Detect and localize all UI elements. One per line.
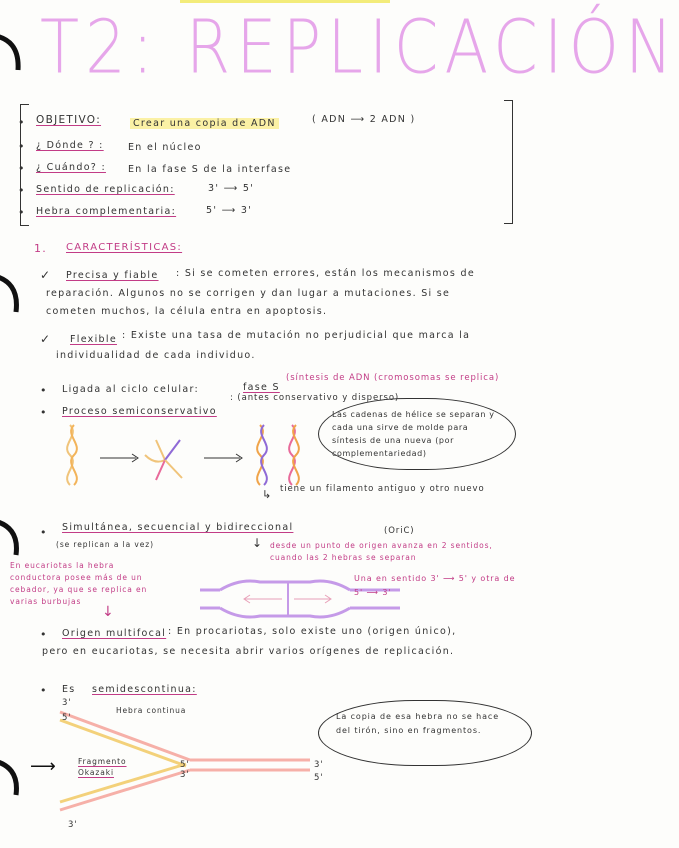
ligada-fase: fase S — [243, 382, 280, 393]
bubble-text: Las cadenas de hélice se separan y cada una sirve de molde para síntesis de una nueva (por complementariedad) — [332, 410, 495, 458]
bullet: • — [40, 684, 47, 697]
sentido-value: 3' ⟶ 5' — [208, 183, 255, 194]
precisa-line1: : Si se cometen errores, están los mecanismos de — [176, 268, 475, 279]
cuando-label: ¿ Cuándo? : — [36, 162, 106, 173]
bullet: • — [18, 116, 25, 129]
proceso-note: : (antes conservativo y disperso) — [230, 393, 400, 403]
ligada-text: Ligada al ciclo celular: — [62, 384, 200, 395]
objetivo-formula: ( ADN ⟶ 2 ADN ) — [312, 114, 416, 125]
precisa-line2: reparación. Algunos no se corrigen y dan lugar a mutaciones. Si se — [46, 288, 451, 299]
prime-label: 5' — [180, 760, 190, 770]
section-number: 1. — [34, 242, 48, 255]
prime-label: 3' — [180, 770, 190, 780]
bullet: • — [40, 406, 47, 419]
header-bracket-right — [504, 100, 513, 224]
fragmento-label: Fragmento Okazaki — [78, 757, 127, 777]
precisa-line3: cometen muchos, la célula entra en apoptosis. — [46, 306, 328, 317]
flexible-line1: : Existe una tasa de mutación no perjudicial que marca la — [122, 330, 471, 341]
objetivo-value: Crear una copia de ADN — [130, 118, 279, 129]
bullet: • — [40, 526, 47, 539]
origen-line2: pero en eucariotas, se necesita abrir varios orígenes de replicación. — [42, 646, 455, 657]
semidiscontinua-label: semidescontinua: — [92, 684, 197, 695]
title-highlight — [180, 0, 390, 3]
hebra-label: Hebra complementaria: — [36, 206, 177, 217]
bullet: • — [40, 628, 47, 641]
donde-label: ¿ Dónde ? : — [36, 140, 104, 151]
tiene-text: tiene un filamento antiguo y otro nuevo — [280, 484, 485, 494]
sentido-note: Una en sentido 3' ⟶ 5' y otra de 5' ⟶ 3' — [354, 574, 516, 597]
se-replican-note: (se replican a la vez) — [56, 540, 154, 549]
bubble2-text: La copia de esa hebra no se hace del tirón, sino en fragmentos. — [336, 712, 500, 735]
ligada-note: (síntesis de ADN (cromosomas se replica) — [286, 373, 500, 383]
simultanea-label: Simultánea, secuencial y bidireccional — [62, 522, 294, 533]
prime-label: 5' — [62, 713, 72, 723]
bullet: • — [18, 206, 25, 219]
oric-label: (OriC) — [384, 526, 415, 536]
es-label: Es — [62, 684, 76, 695]
prime-label: 3' — [68, 820, 78, 830]
eucariotas-note: En eucariotas la hebra conductora posee más de un cebador, ya que se replica en varias burbujas — [10, 561, 148, 606]
down-arrow-icon: ↓ — [102, 604, 114, 620]
section-heading: CARACTERÍSTICAS: — [66, 242, 183, 253]
prime-label: 3' — [314, 760, 324, 770]
page-title: T2: REPLICACIÓN — [40, 6, 679, 92]
hebra-value: 5' ⟶ 3' — [206, 205, 253, 216]
arrow-icon: ↳ — [262, 488, 273, 501]
sentido-label: Sentido de replicación: — [36, 184, 175, 195]
precisa-label: Precisa y fiable — [66, 270, 159, 281]
objetivo-label: OBJETIVO: — [36, 114, 102, 126]
origen-label: Origen multifocal — [62, 628, 167, 639]
prime-label: 5' — [314, 773, 324, 783]
bullet: • — [18, 162, 25, 175]
cuando-value: En la fase S de la interfase — [128, 164, 292, 175]
bullet: • — [18, 140, 25, 153]
origen-line1: : En procariotas, solo existe uno (origen único), — [168, 626, 457, 637]
hebra-continua-label: Hebra continua — [116, 706, 187, 715]
bullet: • — [40, 384, 47, 397]
arrow-icon: ⟶ — [30, 756, 56, 777]
desde-text: desde un punto de origen avanza en 2 sentidos, cuando las 2 hebras se separan — [270, 541, 493, 562]
down-arrow-icon: ↓ — [252, 536, 264, 550]
check-icon: ✓ — [40, 268, 51, 282]
donde-value: En el núcleo — [128, 142, 202, 153]
bullet: • — [18, 184, 25, 197]
check-icon: ✓ — [40, 332, 51, 346]
prime-label: 3' — [62, 698, 72, 708]
flexible-line2: individualidad de cada individuo. — [56, 350, 256, 361]
flexible-label: Flexible — [70, 334, 117, 345]
proceso-label: Proceso semiconservativo — [62, 406, 217, 417]
